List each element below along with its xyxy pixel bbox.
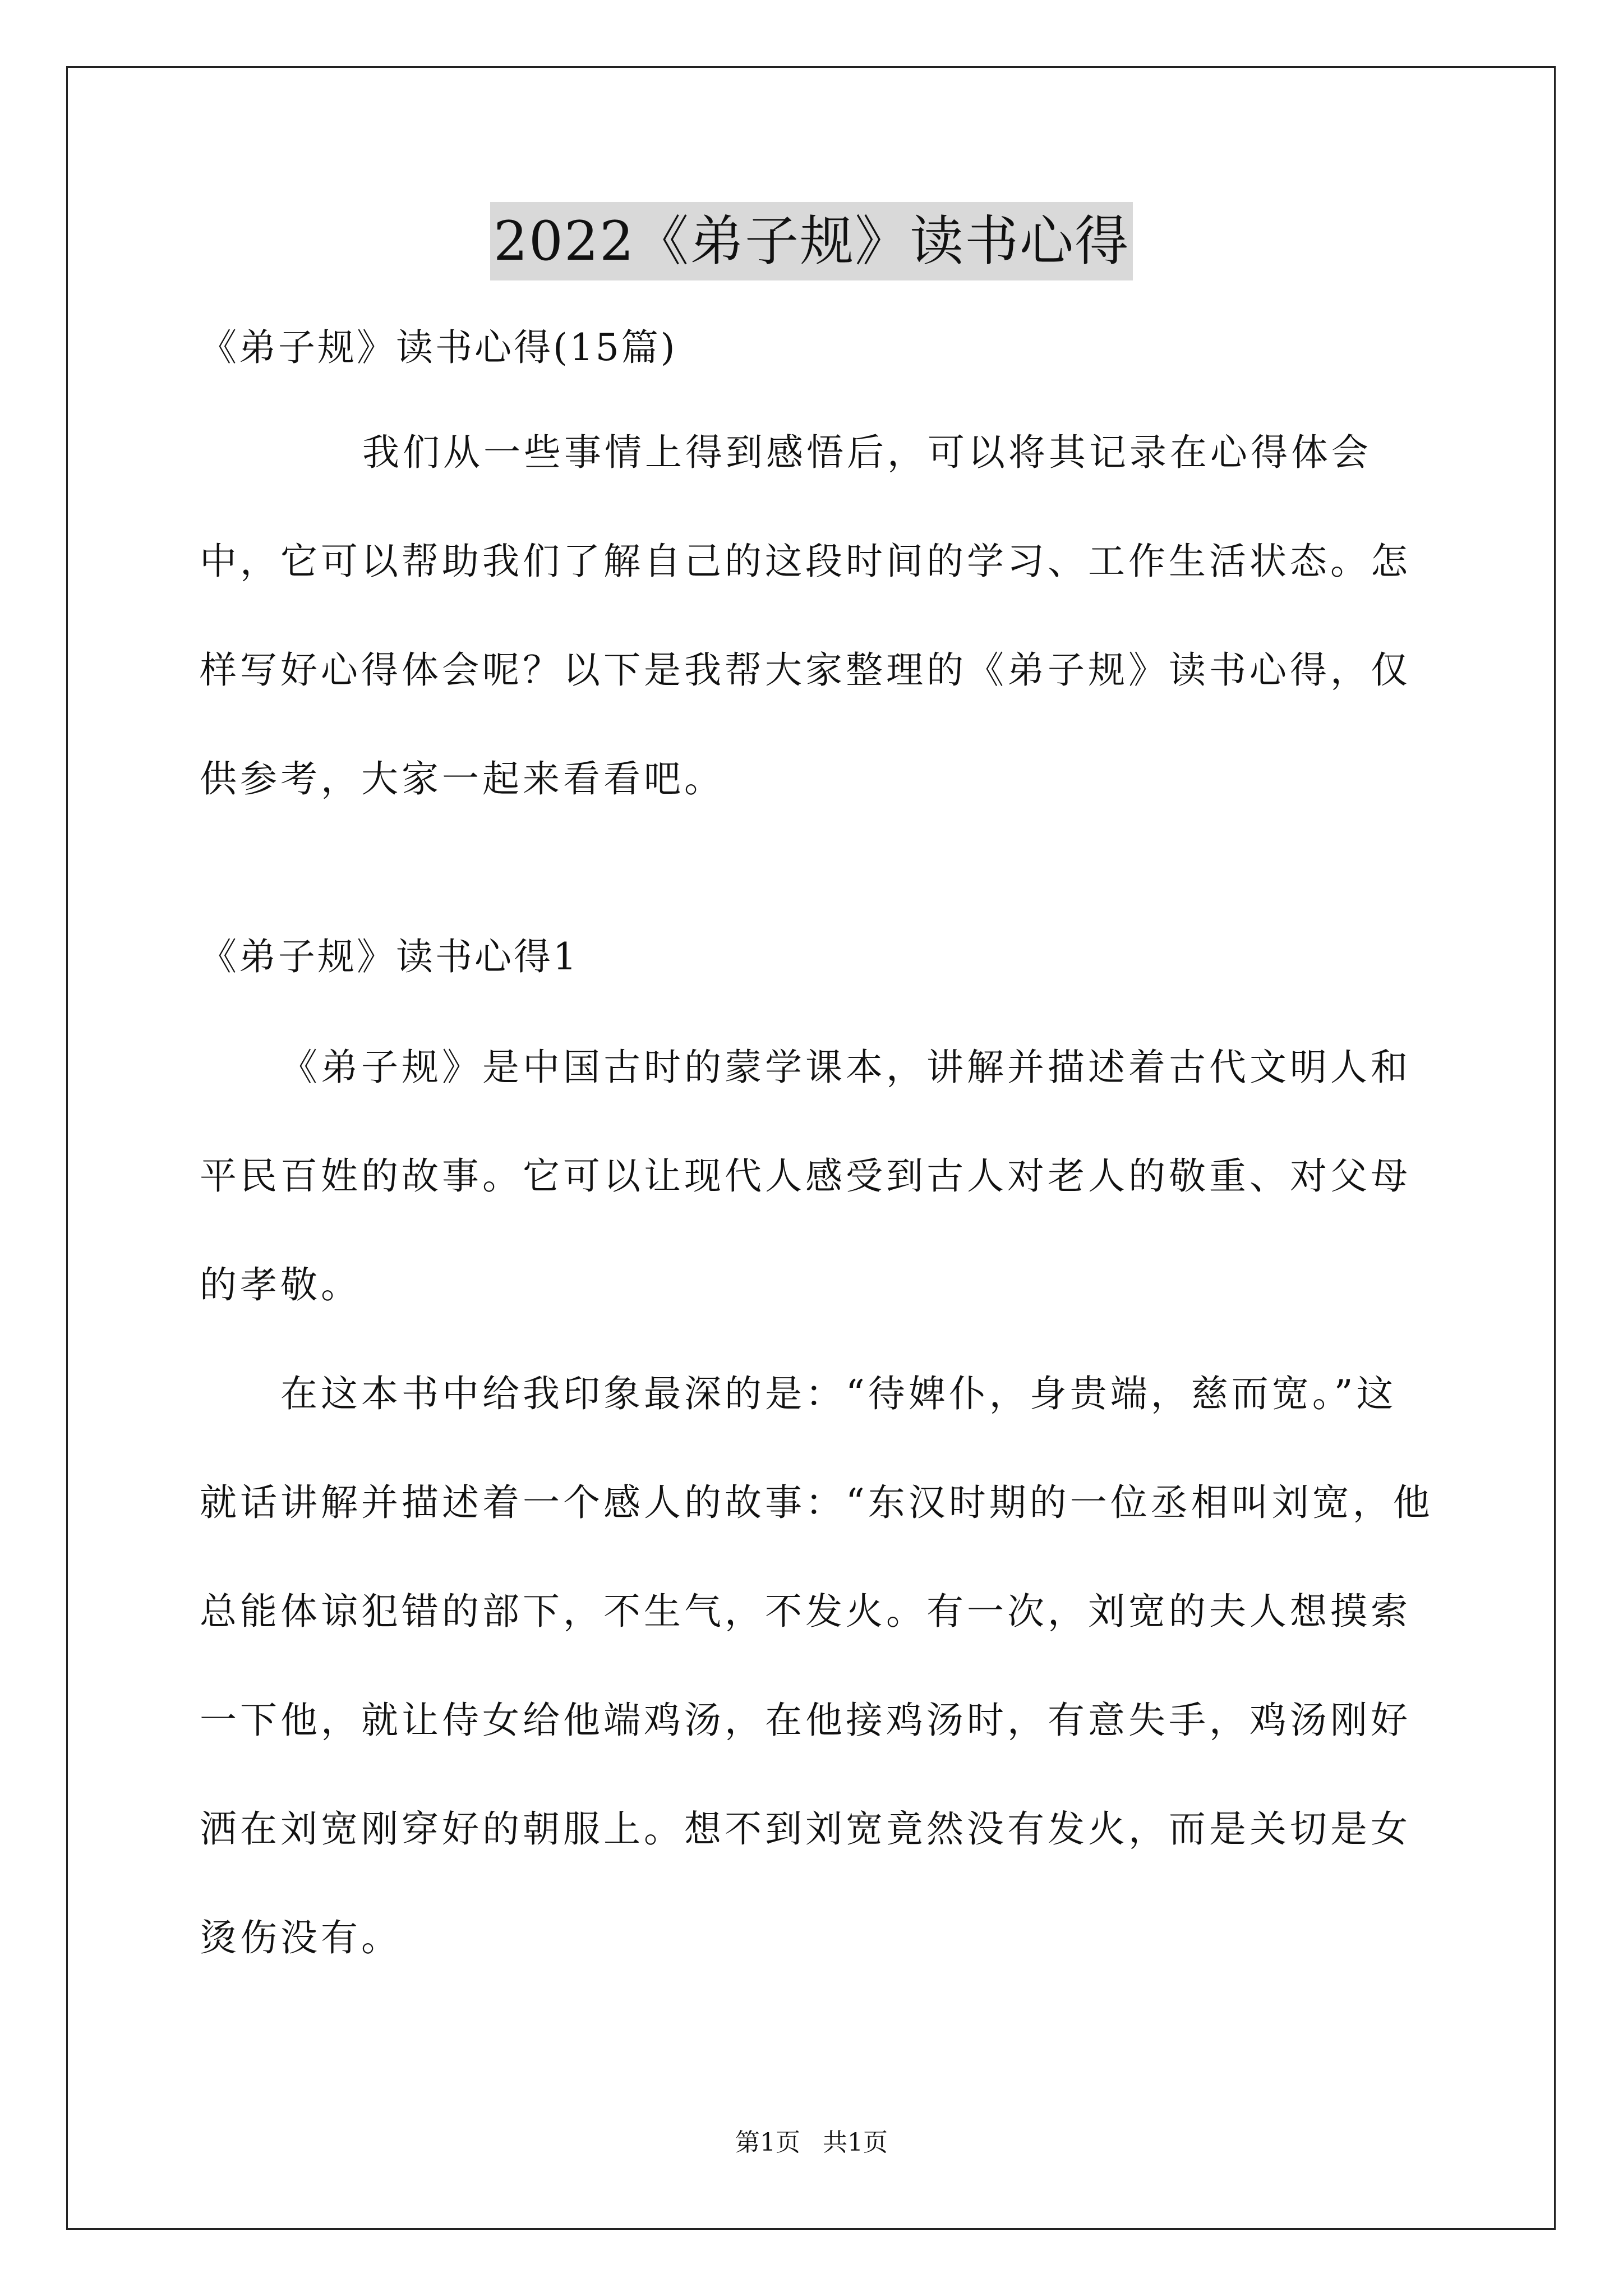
document-title: 2022《弟子规》读书心得 — [490, 202, 1133, 280]
document-body — [200, 314, 1433, 1993]
page-number-total: 共1页 — [823, 2128, 888, 2157]
document-subtitle: 《弟子规》读书心得(15篇) — [200, 326, 677, 369]
page-footer — [0, 2126, 1623, 2160]
section-heading: 《弟子规》读书心得1 — [200, 935, 579, 978]
intro-paragraph: 我们从一些事情上得到感悟后，可以将其记录在心得体会中，它可以帮助我们了解自己的这段时间的学习、工作生活状态。怎样写好心得体会呢？以下是我帮大家整理的《弟子规》读书心得，仅供参考，大家一起来看看吧。 — [200, 431, 1411, 800]
title-container — [0, 202, 1623, 280]
body-paragraph-1: 《弟子规》是中国古时的蒙学课本，讲解并描述着古代文明人和平民百姓的故事。它可以让现代人感受到古人对老人的敬重、对父母的孝敬。 — [200, 1046, 1411, 1306]
body-paragraph-2: 在这本书中给我印象最深的是：“待婢仆，身贵端，慈而宽。”这就话讲解并描述着一个感人的故事：“东汉时期的一位丞相叫刘宽，他总能体谅犯错的部下，不生气，不发火。有一次，刘宽的夫人想摸索一下他，就让侍女给他端鸡汤，在他接鸡汤时，有意失手，鸡汤刚好洒在刘宽刚穿好的朝服上。想不到刘宽竟然没有发火，而是关切是女烫伤没有。 — [200, 1372, 1433, 1959]
page-number-current: 第1页 — [735, 2128, 800, 2157]
